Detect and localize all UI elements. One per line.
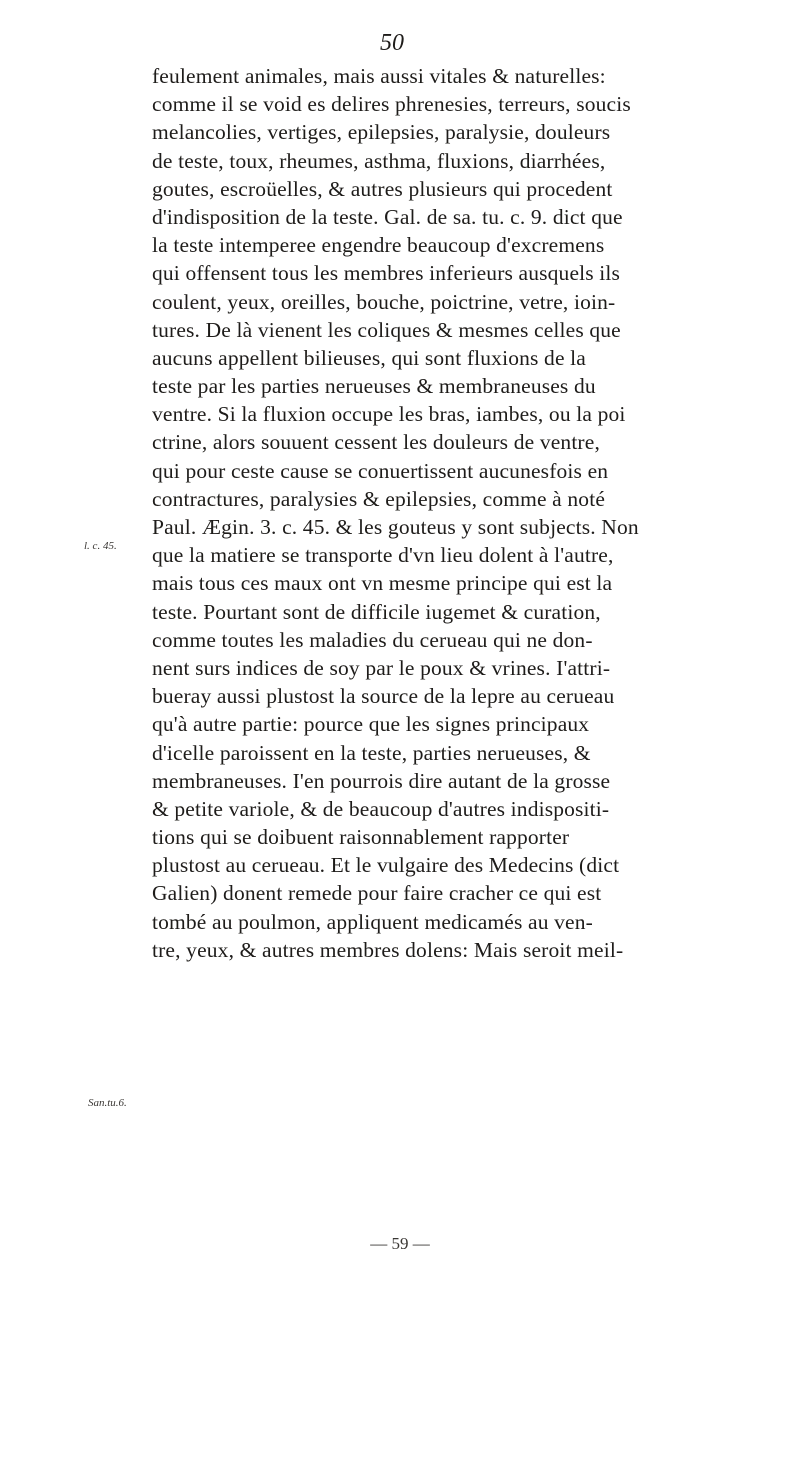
- text-line: teste par les parties nerueuses & membraneuses du: [152, 374, 596, 399]
- text-line: comme toutes les maladies du cerueau qui ne don-: [152, 627, 593, 652]
- margin-note-citation: l. c. 45.: [84, 540, 117, 552]
- text-line: teste. Pourtant sont de difficile iugemet & curation,: [152, 599, 601, 624]
- page-number: 50: [380, 30, 404, 56]
- text-line: Paul. Ægin. 3. c. 45. & les gouteus y sont subjects. Non: [152, 515, 639, 539]
- text-line: qui offensent tous les membres inferieurs ausquels ils: [152, 261, 621, 286]
- text-line: feulement animales, mais aussi vitales & naturelles:: [152, 64, 606, 88]
- text-line: goutes, escroüelles, & autres plusieurs qui procedent: [152, 176, 613, 201]
- text-line: mais tous ces maux ont vn mesme principe qui est la: [152, 571, 613, 596]
- text-line: membraneuses. I'en pourrois dire autant de la grosse: [152, 768, 611, 793]
- text-line: tures. De là vienent les coliques & mesmes celles que: [152, 317, 621, 342]
- footer-page-number: — 59 —: [370, 1234, 430, 1253]
- text-line: comme il se void es delires phrenesies, terreurs, soucis: [152, 92, 631, 117]
- text-line: coulent, yeux, oreilles, bouche, poictrine, vetre, ioin-: [152, 289, 616, 314]
- text-line: contractures, paralysies & epilepsies, comme à noté: [152, 486, 606, 511]
- text-line: d'icelle paroissent en la teste, parties nerueuses, &: [152, 740, 591, 765]
- text-line: d'indisposition de la teste. Gal. de sa. tu. c. 9. dict que: [152, 204, 623, 229]
- text-line: ventre. Si la fluxion occupe les bras, iambes, ou la poi: [152, 402, 626, 427]
- text-line: nent surs indices de soy par le poux & vrines. I'attri-: [152, 655, 611, 680]
- text-line: tions qui se doibuent raisonnablement rapporter: [152, 825, 570, 850]
- text-line: melancolies, vertiges, epilepsies, paralysie, douleurs: [152, 120, 611, 145]
- text-line: que la matiere se transporte d'vn lieu dolent à l'autre,: [152, 543, 614, 568]
- text-line: tre, yeux, & autres membres dolens: Mais seroit meil-: [152, 937, 624, 962]
- text-line: qu'à autre partie: pource que les signes principaux: [152, 712, 590, 737]
- body-text: [152, 62, 732, 964]
- text-line: tombé au poulmon, appliquent medicamés au ven-: [152, 909, 593, 934]
- text-line: qui pour ceste cause se conuertissent aucunesfois en: [152, 458, 609, 483]
- text-line: & petite variole, & de beaucoup d'autres indispositi-: [152, 796, 610, 821]
- text-line: ctrine, alors souuent cessent les douleurs de ventre,: [152, 430, 600, 455]
- text-line: la teste intemperee engendre beaucoup d'excremens: [152, 233, 605, 258]
- margin-note-citation: San.tu.6.: [88, 1097, 127, 1109]
- text-line: bueray aussi plustost la source de la lepre au cerueau: [152, 684, 615, 709]
- text-line: de teste, toux, rheumes, asthma, fluxions, diarrhées,: [152, 148, 606, 173]
- text-line: aucuns appellent bilieuses, qui sont fluxions de la: [152, 345, 586, 370]
- text-line: plustost au cerueau. Et le vulgaire des Medecins (dict: [152, 853, 620, 878]
- text-line: Galien) donent remede pour faire cracher ce qui est: [152, 881, 602, 906]
